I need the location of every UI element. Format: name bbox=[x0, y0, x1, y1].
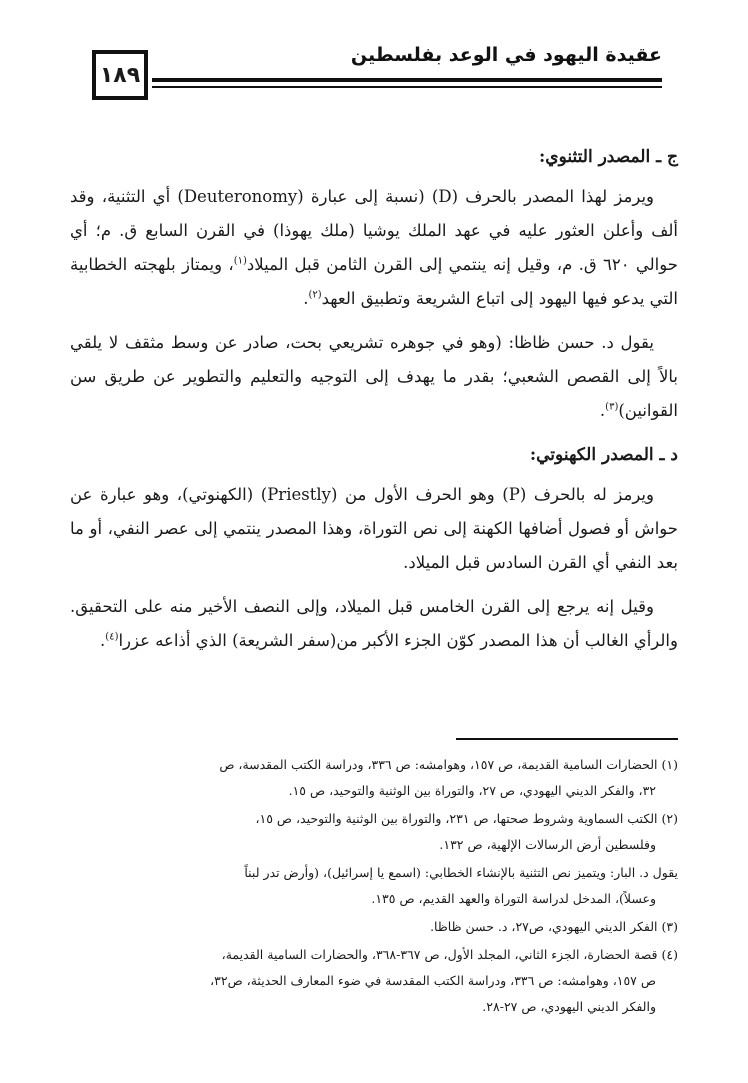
footnote: (٢) الكتب السماوية وشروط صحتها، ص ٢٣١، والتوراة بين الوثنية والتوحيد، ص ١٥، وفلسطين أرض الرسالات الإلهية، ص ١٣٢. bbox=[255, 811, 678, 852]
header-rule-thick bbox=[152, 78, 662, 82]
footnote-ref: (٣) bbox=[605, 401, 619, 413]
page-number: ١٨٩ bbox=[99, 62, 141, 88]
header-rule-thin bbox=[152, 86, 662, 88]
footnote: (١) الحضارات السامية القديمة، ص ١٥٧، وهوامشه: ص ٣٣٦، ودراسة الكتب المقدسة، ص ٣٢، والفكر الديني اليهودي، ص ٢٧، والتوراة بين الوثنية والتوحيد، ص ١٥. bbox=[219, 757, 678, 798]
paragraph: وقيل إنه يرجع إلى القرن الخامس قبل الميلاد، وإلى النصف الأخير منه على التحقيق. والرأي الغالب أن هذا المصدر كوّن الجزء الأكبر من(سفر الشريعة) الذي أذاعه عزرا$^{(٤)}$. bbox=[70, 597, 678, 650]
running-header-title: عقيدة اليهود في الوعد بفلسطين bbox=[350, 44, 662, 66]
footnote-separator bbox=[456, 738, 678, 740]
footnotes bbox=[70, 752, 678, 1022]
footnote-ref: (٢) bbox=[308, 289, 322, 301]
footnote: يقول د. البار: ويتميز نص التثنية بالإنشاء الخطابي: (اسمع يا إسرائيل)، (وأرض تدر لبناً وعسلاً)، المدخل لدراسة التوراة والعهد القديم، ص ١٣٥. bbox=[244, 865, 678, 906]
latin-term: Deuteronomy bbox=[183, 187, 298, 206]
section-heading-priestly: د ـ المصدر الكهنوتي: bbox=[529, 445, 678, 465]
paragraph: يقول د. حسن ظاظا: (وهو في جوهره تشريعي بحت، صادر عن وسط مثقف لا يلقي بالاً إلى القصص الشعبي؛ بقدر ما يهدف إلى التوجيه والتعليم والتطوير عن طريق سن القوانين)$^{(٣)}$. bbox=[70, 333, 678, 420]
footnote-ref: (٤) bbox=[105, 631, 119, 643]
latin-term: Priestly bbox=[267, 485, 331, 504]
paragraph: ويرمز لهذا المصدر بالحرف (D) (نسبة إلى عبارة (Deuteronomy) أي التثنية، وقد ألف وأعلن العثور عليه في عهد الملك يوشيا (ملك يهوذا) في القرن السابع ق. م؛ أي حوالي ٦٢٠ ق. م، وقيل إنه ينتمي إلى القرن الثامن قبل الميلاد$^{(١)}$، ويمتاز بلهجته الخطابية التي يدعو فيها اليهود إلى اتباع الشريعة وتطبيق العهد$^{(٢)}$. bbox=[70, 187, 678, 308]
footnote: (٣) الفكر الديني اليهودي، ص٢٧، د. حسن ظاظا. bbox=[430, 919, 678, 934]
main-text bbox=[70, 140, 678, 668]
section-heading-deuteronomic: ج ـ المصدر التثنوي: bbox=[539, 147, 678, 167]
footnote: (٤) قصة الحضارة، الجزء الثاني، المجلد الأول، ص ٣٦٧-٣٦٨، والحضارات السامية القديمة، ص ١٥٧، وهوامشه: ص ٣٣٦، ودراسة الكتب المقدسة في ضوء المعارف الحديثة، ص٣٢، والفكر الديني اليهودي، ص ٢٧-٢٨. bbox=[210, 947, 678, 1014]
footnote-ref: (١) bbox=[233, 255, 247, 267]
paragraph: ويرمز له بالحرف (P) وهو الحرف الأول من (Priestly) (الكهنوتي)، وهو عبارة عن حواش أو فصول أضافها الكهنة إلى نص التوراة، وهذا المصدر ينتمي إلى عصر النفي، أو ما بعد النفي أي القرن السادس قبل الميلاد. bbox=[70, 485, 678, 572]
page-number-box bbox=[92, 50, 148, 100]
